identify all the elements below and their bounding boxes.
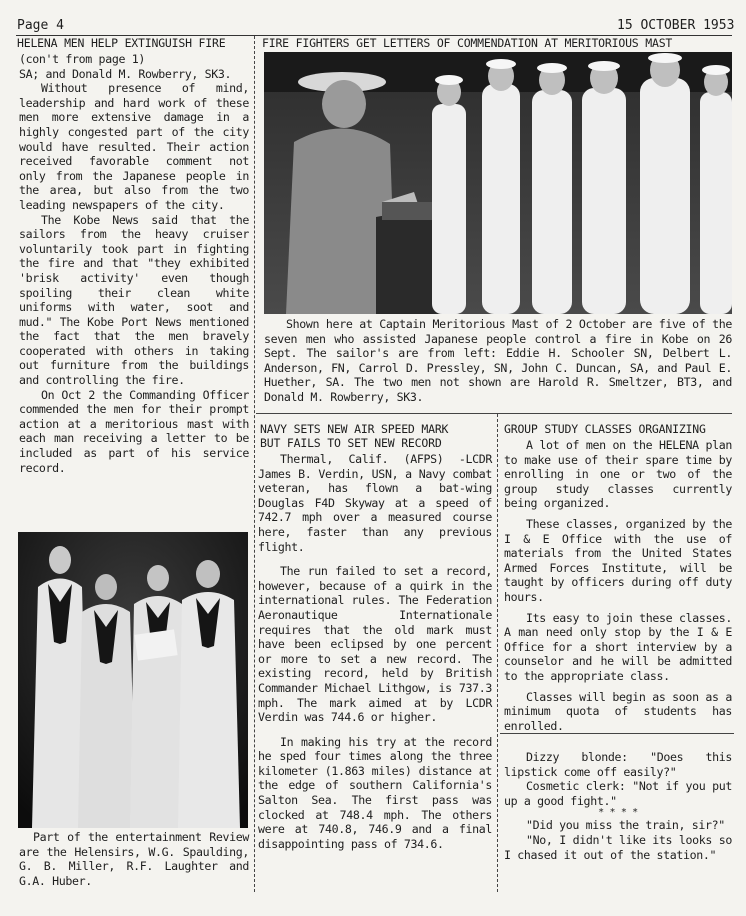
mast-caption (264, 317, 732, 405)
middle-article-body (258, 452, 492, 851)
middle-article-paragraph: The run failed to set a record, however, because of a quirk in the international rules. The Federation Aeronautique Internationale requires that the old mark must have been eclipsed by one percent or more to set a new record. The existing record, held by British Commander Michael Lithgow, is 737.3 mph. The mark aimed at by LCDR Verdin was 744.6 or higher. (258, 564, 492, 725)
right-article-paragraph: These classes, organized by the I & E Office with the use of materials from the United States Armed Forces Institute, will be taught by officers during off duty hours. (504, 516, 732, 604)
left-article-body (19, 52, 249, 475)
top-article-headline: FIRE FIGHTERS GET LETTERS OF COMMENDATION AT MERITORIOUS MAST (262, 36, 673, 50)
middle-article-paragraph: In making his try at the record he sped four times along the three kilometer (1.863 miles) distance at the edge of southern California's Salton Sea. The first pass was clocked at 748.4 mph. The others were at 740.8, 746.9 and a final disappointing pass of 734.6. (258, 734, 492, 851)
page-number: Page 4 (17, 18, 64, 33)
left-article-headline: HELENA MEN HELP EXTINGUISH FIRE (17, 36, 226, 50)
right-article-headline: GROUP STUDY CLASSES ORGANIZING (504, 422, 706, 436)
helensirs-caption (19, 830, 249, 888)
middle-article-headline-1: NAVY SETS NEW AIR SPEED MARK (260, 422, 449, 436)
mast-photo (264, 52, 732, 314)
right-article-body (504, 438, 732, 733)
joke-block (504, 750, 732, 862)
left-article-paragraph: Without presence of mind, leadership and hard work of these men more extensive damage in a highly congested part of the city would have resulted. Their action received favorable comment not only from the Japanese people in the area, but also from the two leading newspapers of the city. (19, 81, 249, 212)
joke-line: "Did you miss the train, sir?" (526, 818, 725, 833)
issue-date: 15 OCTOBER 1953 (617, 18, 735, 33)
helensirs-photo (18, 532, 248, 828)
right-article-paragraph: Its easy to join these classes. A man need only stop by the I & E Office for a short interview by a counselor and he will be admitted to the appropriate class. (504, 610, 732, 683)
left-article-paragraph: The Kobe News said that the sailors from the heavy cruiser voluntarily took part in fighting the fire and that "they exhibited 'brisk activity' even though spoiling their clean white uniforms with water, soot and mud." The Kobe Port News mentioned the fact that the men bravely cooperated with others in taking out furniture from the buildings and controlling the fire. (19, 212, 249, 388)
left-article-paragraph: SA; and Donald M. Rowberry, SK3. (19, 66, 232, 81)
right-article-paragraph: Classes will begin as soon as a minimum quota of students has enrolled. (504, 689, 732, 733)
joke-line: "No, I didn't like its looks so I chased it out of the station." (504, 832, 732, 862)
left-article-paragraph: On Oct 2 the Commanding Officer commended the men for their prompt action at a meritorious mast with each man receiving a letter to be included as part of his service record. (19, 387, 249, 475)
column-divider-right (497, 414, 498, 892)
column-divider-left (254, 36, 255, 892)
right-article-paragraph: A lot of men on the HELENA plan to make use of their spare time by enrolling in one or two of the group study classes currently being organized. (504, 438, 732, 511)
joke-line: Dizzy blonde: "Does this lipstick come off easily?" (504, 750, 732, 779)
helensirs-caption-text: Part of the entertainment Review are the Helensirs, W.G. Spaulding, G. B. Miller, R.F. Laughter and G.A. Huber. (19, 830, 249, 888)
mast-caption-text: Shown here at Captain Meritorious Mast of 2 October are five of the seven men who assisted Japanese people control a fire in Kobe on 26 Sept. The sailor's are from left: Eddie H. Schooler SN, Delbert L. Anderson, FN, Carrol D. Pressley, SN, John C. Duncan, SA, and Paul E. Huether, SA. The two men not shown are Harold R. Smeltzer, BT3, and Donald M. Rowberry, SK3. (264, 317, 732, 404)
continued-note: (con't from page 1) (19, 52, 145, 66)
middle-article-paragraph: Thermal, Calif. (AFPS) -LCDR James B. Verdin, USN, a Navy combat veteran, has flown a bat-wing Douglas F4D Skyway at a speed of 742.7 mph over a measured course here, faster than any previous flight. (258, 452, 492, 554)
section-rule (256, 413, 732, 414)
middle-article-headline-2: BUT FAILS TO SET NEW RECORD (260, 436, 442, 450)
joke-line: Cosmetic clerk: "Not if you put up a good fight." (504, 779, 732, 808)
joke-separator: * * * * (598, 807, 638, 819)
